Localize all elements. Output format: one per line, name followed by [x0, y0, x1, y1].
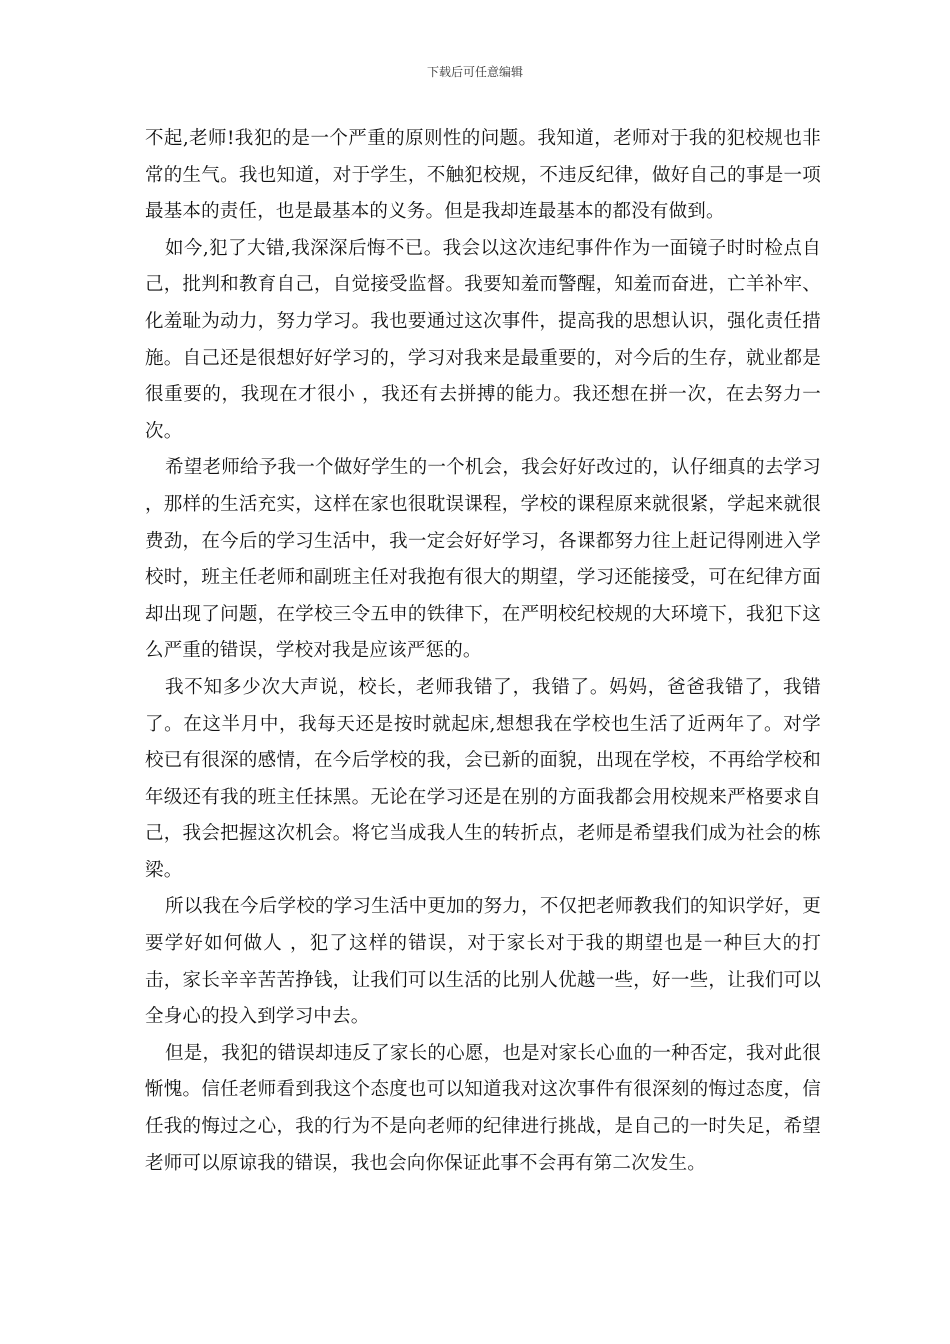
paragraph-6: 但是，我犯的错误却违反了家长的心愿，也是对家长心血的一种否定，我对此很惭愧。信任老师看到我这个态度也可以知道我对这次事件有很深刻的悔过态度，信任我的悔过之心，我的行为不是向老师的纪律进行挑战，是自己的一时失足，希望老师可以原谅我的错误，我也会向你保证此事不会再有第二次发生。: [145, 1042, 821, 1174]
paragraph-2: 如今,犯了大错,我深深后悔不已。我会以这次违纪事件作为一面镜子时时检点自己，批判和教育自己，自觉接受监督。我要知羞而警醒，知羞而奋进，亡羊补牢、化羞耻为动力，努力学习。我也要通过这次事件，提高我的思想认识，强化责任措施。自己还是很想好好学习的，学习对我来是最重要的，对今后的生存，就业都是很重要的，我现在才很小 ，我还有去拼搏的能力。我还想在拼一次，在去努力一次。: [145, 237, 821, 442]
page-header: 下载后可任意编辑: [426, 65, 523, 79]
paragraph-5: 所以我在今后学校的学习生活中更加的努力，不仅把老师教我们的知识学好，更要学好如何做人 ，犯了这样的错误，对于家长对于我的期望也是一种巨大的打击，家长辛辛苦苦挣钱，让我们可以生活的比别人优越一些，好一些，让我们可以全身心的投入到学习中去。: [145, 896, 821, 1028]
document-body: [145, 121, 821, 1182]
paragraph-3: 希望老师给予我一个做好学生的一个机会，我会好好改过的，认仔细真的去学习 ，那样的生活充实，这样在家也很耽误课程，学校的课程原来就很紧，学起来就很费劲，在今后的学习生活中，我一定会好好学习，各课都努力往上赶记得刚进入学校时，班主任老师和副班主任对我抱有很大的期望，学习还能接受，可在纪律方面却出现了问题，在学校三令五申的铁律下，在严明校纪校规的大环境下，我犯下这么严重的错误，学校对我是应该严惩的。: [145, 457, 821, 662]
paragraph-1: 不起,老师!我犯的是一个严重的原则性的问题。我知道，老师对于我的犯校规也非常的生气。我也知道，对于学生，不触犯校规，不违反纪律，做好自己的事是一项最基本的责任，也是最基本的义务。但是我却连最基本的都没有做到。: [145, 128, 821, 223]
paragraph-4: 我不知多少次大声说，校长，老师我错了，我错了。妈妈，爸爸我错了，我错了。在这半月中，我每天还是按时就起床,想想我在学校也生活了近两年了。对学校已有很深的感情，在今后学校的我，会已新的面貌，出现在学校，不再给学校和年级还有我的班主任抹黑。无论在学习还是在别的方面我都会用校规来严格要求自己，我会把握这次机会。将它当成我人生的转折点，老师是希望我们成为社会的栋梁。: [145, 676, 821, 881]
